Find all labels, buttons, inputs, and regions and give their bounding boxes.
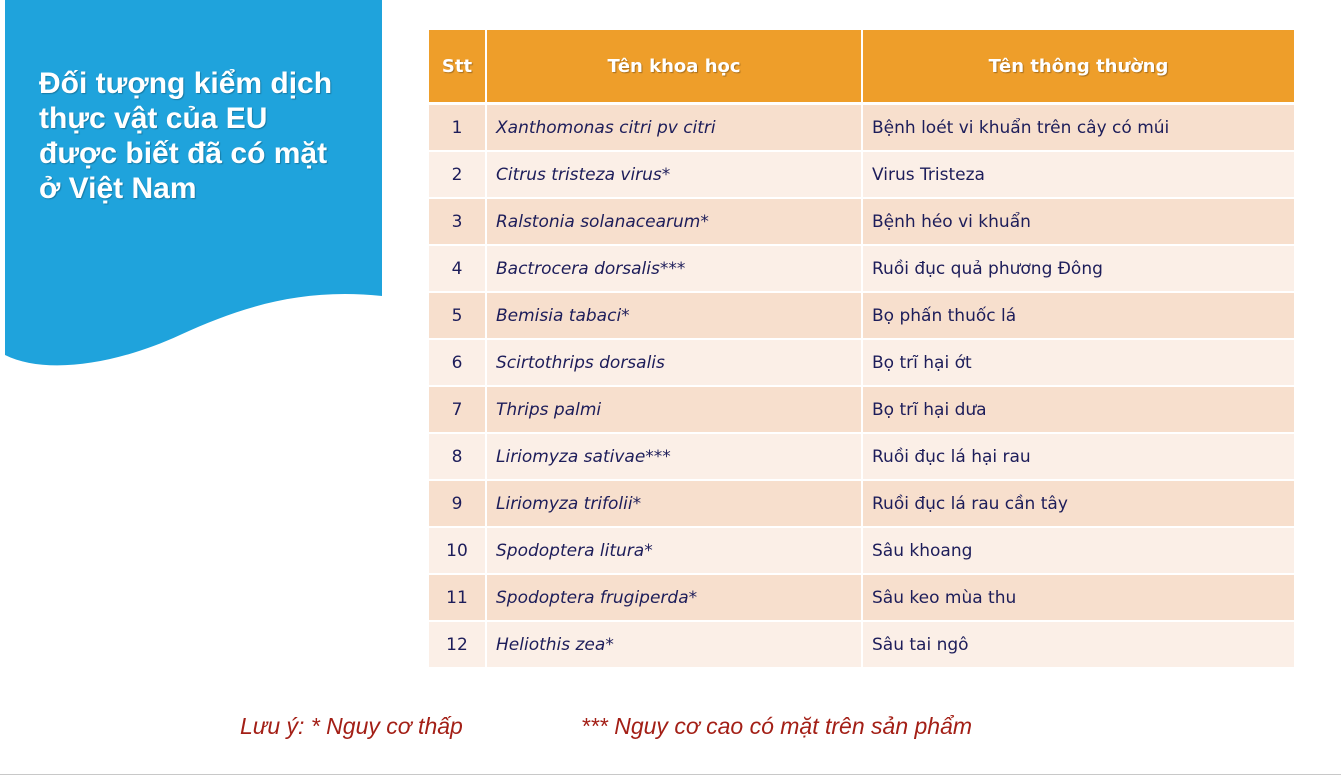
common-name: Sâu tai ngô: [863, 622, 1294, 669]
row-number: 10: [429, 528, 487, 575]
scientific-name: Thrips palmi: [487, 387, 863, 434]
row-number: 9: [429, 481, 487, 528]
header-common-name: Tên thông thường: [863, 30, 1294, 105]
scientific-name: Scirtothrips dorsalis: [487, 340, 863, 387]
table-row: [429, 575, 1294, 622]
scientific-name: Bactrocera dorsalis***: [487, 246, 863, 293]
row-number: 6: [429, 340, 487, 387]
title-panel: [5, 0, 382, 400]
table-row: [429, 528, 1294, 575]
table-header-row: [429, 30, 1294, 105]
scientific-name: Liriomyza trifolii*: [487, 481, 863, 528]
common-name: Ruồi đục lá rau cần tây: [863, 481, 1294, 528]
common-name: Bọ trĩ hại dưa: [863, 387, 1294, 434]
common-name: Virus Tristeza: [863, 152, 1294, 199]
common-name: Ruồi đục lá hại rau: [863, 434, 1294, 481]
common-name: Bọ trĩ hại ớt: [863, 340, 1294, 387]
table-row: [429, 246, 1294, 293]
table-row: [429, 293, 1294, 340]
scientific-name: Bemisia tabaci*: [487, 293, 863, 340]
note-low-risk: Lưu ý: * Nguy cơ thấp: [240, 713, 463, 739]
row-number: 11: [429, 575, 487, 622]
table-row: [429, 434, 1294, 481]
bottom-divider: [0, 774, 1341, 775]
row-number: 12: [429, 622, 487, 669]
scientific-name: Spodoptera litura*: [487, 528, 863, 575]
table-row: [429, 622, 1294, 669]
common-name: Bọ phấn thuốc lá: [863, 293, 1294, 340]
table-row: [429, 105, 1294, 152]
scientific-name: Spodoptera frugiperda*: [487, 575, 863, 622]
species-table: [429, 30, 1294, 669]
row-number: 7: [429, 387, 487, 434]
common-name: Bệnh loét vi khuẩn trên cây có múi: [863, 105, 1294, 152]
table-row: [429, 387, 1294, 434]
row-number: 4: [429, 246, 487, 293]
header-scientific-name: Tên khoa học: [487, 30, 863, 105]
slide-title: Đối tượng kiểm dịch thực vật của EU được biết đã có mặt ở Việt Nam: [39, 67, 333, 205]
scientific-name: Liriomyza sativae***: [487, 434, 863, 481]
common-name: Sâu keo mùa thu: [863, 575, 1294, 622]
table-row: [429, 199, 1294, 246]
row-number: 5: [429, 293, 487, 340]
table-row: [429, 152, 1294, 199]
scientific-name: Citrus tristeza virus*: [487, 152, 863, 199]
row-number: 8: [429, 434, 487, 481]
row-number: 3: [429, 199, 487, 246]
table-row: [429, 340, 1294, 387]
header-stt: Stt: [429, 30, 487, 105]
scientific-name: Ralstonia solanacearum*: [487, 199, 863, 246]
row-number: 2: [429, 152, 487, 199]
common-name: Sâu khoang: [863, 528, 1294, 575]
scientific-name: Heliothis zea*: [487, 622, 863, 669]
common-name: Bệnh héo vi khuẩn: [863, 199, 1294, 246]
common-name: Ruồi đục quả phương Đông: [863, 246, 1294, 293]
table-row: [429, 481, 1294, 528]
row-number: 1: [429, 105, 487, 152]
note-high-risk: *** Nguy cơ cao có mặt trên sản phẩm: [581, 713, 973, 739]
scientific-name: Xanthomonas citri pv citri: [487, 105, 863, 152]
